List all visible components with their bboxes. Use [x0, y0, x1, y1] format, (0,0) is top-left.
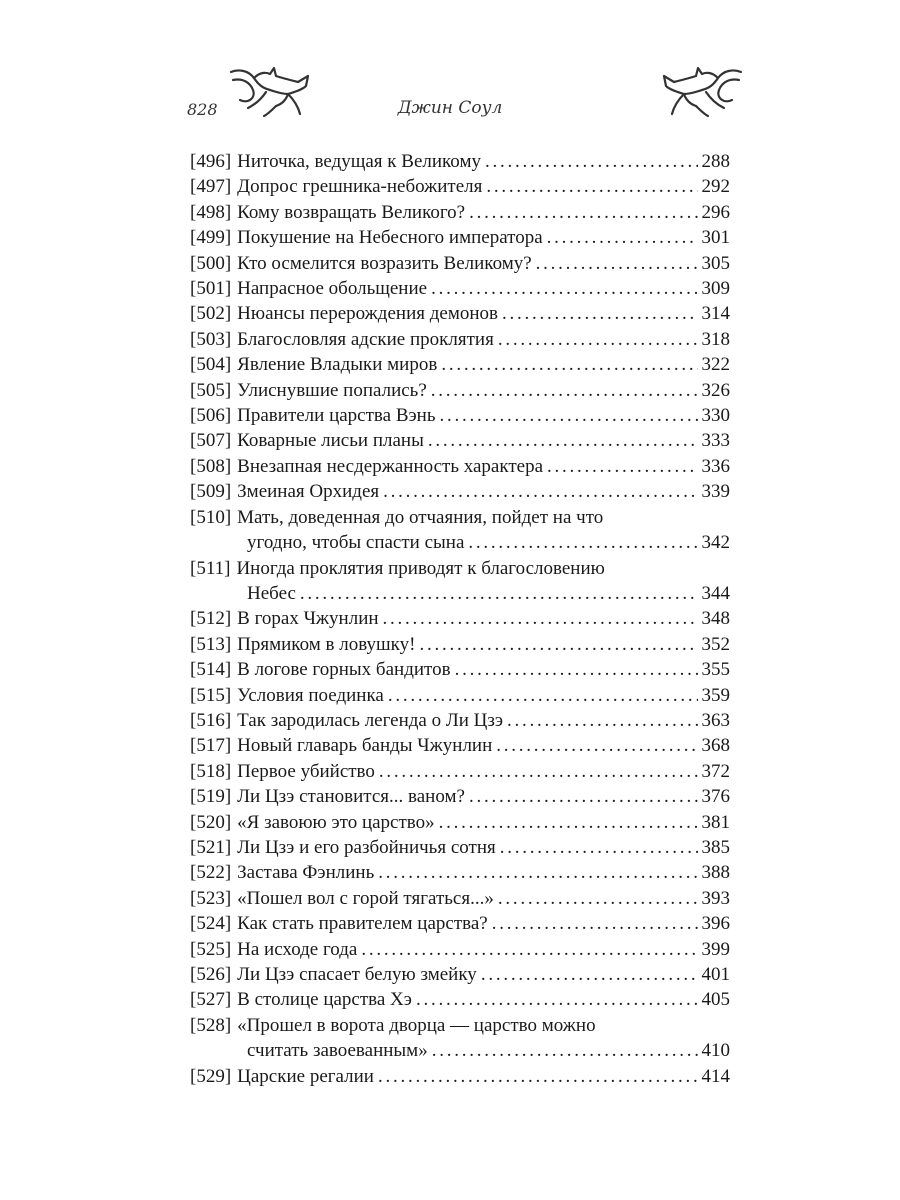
dot-leader [379, 759, 698, 784]
dot-leader [492, 911, 698, 936]
chapter-number: [496] [190, 151, 232, 172]
toc-entry [190, 149, 730, 174]
chapter-title: считать завоеванным» [247, 1040, 428, 1062]
chapter-number: [511] [190, 557, 231, 579]
chapter-number: [522] [190, 862, 232, 884]
page-reference: 372 [701, 760, 730, 782]
chapter-title: Явление Владыки миров [237, 354, 438, 376]
page-reference: 363 [701, 709, 730, 731]
toc-entry [190, 505, 730, 556]
page-reference: 296 [701, 201, 730, 223]
toc-entry [190, 1064, 730, 1089]
dot-leader [468, 530, 697, 555]
chapter-title: «Прошел в ворота дворца — царство можно [237, 1014, 596, 1036]
chapter-title: Прямиком в ловушку! [237, 633, 416, 655]
page-reference: 318 [701, 328, 730, 350]
toc-entry-line [190, 174, 730, 199]
chapter-title: Напрасное обольщение [237, 278, 428, 300]
toc-entry [190, 454, 730, 479]
toc-entry-line [190, 759, 730, 784]
table-of-contents [190, 149, 730, 1089]
toc-entry [190, 403, 730, 428]
toc-entry [190, 962, 730, 987]
toc-entry-line [190, 251, 730, 276]
running-header [0, 60, 900, 130]
dot-leader [361, 937, 697, 962]
toc-entry [190, 479, 730, 504]
dot-leader [547, 454, 697, 479]
page-reference: 405 [701, 989, 730, 1011]
dot-leader [507, 708, 697, 733]
page-number: 828 [187, 100, 218, 119]
page-reference: 376 [701, 786, 730, 808]
toc-entry-line [190, 225, 730, 250]
chapter-number: [517] [190, 735, 232, 757]
dot-leader [481, 962, 698, 987]
toc-entry [190, 378, 730, 403]
toc-entry-line [190, 860, 730, 885]
page-reference: 352 [701, 633, 730, 655]
chapter-title: Змеиная Орхидея [237, 481, 380, 503]
chapter-number: [504] [190, 354, 232, 376]
chapter-title: Условия поединка [237, 684, 384, 706]
page-reference: 355 [701, 659, 730, 681]
dot-leader [378, 1064, 698, 1089]
dot-leader [498, 327, 698, 352]
page-reference: 305 [701, 252, 730, 274]
chapter-number: [520] [190, 811, 232, 833]
toc-entry [190, 276, 730, 301]
toc-entry [190, 606, 730, 631]
chapter-title: Ли Цзэ и его разбойничья сотня [237, 836, 496, 858]
chapter-number: [497] [190, 176, 232, 198]
chapter-number: [525] [190, 938, 232, 960]
chapter-number: [509] [190, 481, 232, 503]
page-reference: 314 [701, 303, 730, 325]
toc-entry-line [190, 733, 730, 758]
toc-entry-line [190, 276, 730, 301]
toc-entry-line [190, 1038, 730, 1063]
page-reference: 381 [701, 811, 730, 833]
dot-leader [547, 225, 698, 250]
chapter-title: угодно, чтобы спасти сына [247, 532, 465, 554]
toc-entry-line [190, 479, 730, 504]
toc-entry-line [190, 556, 730, 581]
page-reference: 342 [701, 532, 730, 554]
toc-entry [190, 835, 730, 860]
page-reference: 309 [701, 278, 730, 300]
dot-leader [431, 276, 697, 301]
page-reference: 399 [701, 938, 730, 960]
page-reference: 326 [701, 379, 730, 401]
chapter-title: Допрос грешника-небожителя [237, 176, 483, 198]
chapter-title: Как стать правителем царства? [237, 913, 488, 935]
toc-entry [190, 708, 730, 733]
page-reference: 322 [701, 354, 730, 376]
toc-entry-line [190, 200, 730, 225]
chapter-number: [499] [190, 227, 232, 249]
toc-entry [190, 733, 730, 758]
toc-entry-line [190, 835, 730, 860]
chapter-number: [519] [190, 786, 232, 808]
dot-leader [431, 378, 698, 403]
chapter-title: Мать, доведенная до отчаяния, пойдет на что [237, 506, 604, 528]
chapter-number: [516] [190, 709, 232, 731]
toc-entry-line [190, 149, 730, 174]
toc-entry [190, 632, 730, 657]
page-reference: 385 [701, 836, 730, 858]
toc-entry-line [190, 1064, 730, 1089]
toc-entry-line [190, 378, 730, 403]
page-reference: 344 [701, 582, 730, 604]
toc-entry-line [190, 606, 730, 631]
chapter-title: Нюансы перерождения демонов [237, 303, 498, 325]
chapter-number: [523] [190, 887, 232, 909]
dot-leader [469, 200, 697, 225]
toc-entry [190, 784, 730, 809]
toc-entry [190, 683, 730, 708]
toc-entry-line [190, 403, 730, 428]
toc-entry-line [190, 810, 730, 835]
toc-entry [190, 987, 730, 1012]
toc-entry [190, 200, 730, 225]
chapter-title: Новый главарь банды Чжунлин [237, 735, 493, 757]
chapter-title: Первое убийство [237, 760, 375, 782]
toc-entry-line [190, 327, 730, 352]
toc-entry [190, 1013, 730, 1064]
chapter-number: [513] [190, 633, 232, 655]
chapter-number: [527] [190, 989, 232, 1011]
chapter-number: [505] [190, 379, 232, 401]
chapter-title: Благословляя адские проклятия [237, 328, 494, 350]
chapter-number: [501] [190, 278, 232, 300]
toc-entry-line [190, 428, 730, 453]
chapter-title: В столице царства Хэ [237, 989, 412, 1011]
page-reference: 359 [701, 684, 730, 706]
chapter-number: [510] [190, 506, 232, 528]
dot-leader [388, 683, 698, 708]
toc-entry-line [190, 581, 730, 606]
dot-leader [300, 581, 698, 606]
chapter-title: Так зародилась легенда о Ли Цзэ [237, 709, 504, 731]
toc-entry-line [190, 632, 730, 657]
dot-leader [432, 1038, 698, 1063]
dot-leader [383, 479, 697, 504]
chapter-number: [500] [190, 252, 232, 274]
page-reference: 339 [701, 481, 730, 503]
toc-entry [190, 428, 730, 453]
dot-leader [486, 174, 697, 199]
dot-leader [419, 632, 697, 657]
chapter-title: Царские регалии [237, 1065, 374, 1087]
toc-entry-line [190, 886, 730, 911]
chapter-title: Внезапная несдержанность характера [237, 455, 544, 477]
toc-entry [190, 301, 730, 326]
chapter-title: Ниточка, ведущая к Великому [237, 151, 481, 172]
dot-leader [441, 352, 697, 377]
dot-leader [502, 301, 698, 326]
dot-leader [485, 149, 698, 174]
dot-leader [498, 886, 698, 911]
dot-leader [496, 733, 697, 758]
running-title: Джин Соул [397, 98, 503, 118]
dot-leader [500, 835, 698, 860]
toc-entry-line [190, 454, 730, 479]
fox-ornament-icon [660, 60, 744, 122]
toc-entry-line [190, 505, 730, 530]
toc-entry [190, 759, 730, 784]
page-reference: 336 [701, 455, 730, 477]
toc-entry [190, 911, 730, 936]
chapter-number: [518] [190, 760, 232, 782]
chapter-number: [502] [190, 303, 232, 325]
toc-entry-line [190, 683, 730, 708]
chapter-title: Правители царства Вэнь [237, 405, 436, 427]
chapter-number: [503] [190, 328, 232, 350]
chapter-title: Кто осмелится возразить Великому? [237, 252, 532, 274]
toc-entry [190, 174, 730, 199]
chapter-title: В горах Чжунлин [237, 608, 379, 630]
dot-leader [416, 987, 698, 1012]
chapter-number: [498] [190, 201, 232, 223]
page-reference: 292 [701, 176, 730, 198]
toc-entry-line [190, 784, 730, 809]
chapter-number: [507] [190, 430, 232, 452]
toc-entry-line [190, 911, 730, 936]
toc-entry [190, 327, 730, 352]
toc-entry [190, 937, 730, 962]
toc-entry-line [190, 657, 730, 682]
toc-entry-line [190, 301, 730, 326]
toc-entry-line [190, 962, 730, 987]
chapter-number: [512] [190, 608, 232, 630]
chapter-number: [524] [190, 913, 232, 935]
toc-entry [190, 251, 730, 276]
toc-entry-line [190, 1013, 730, 1038]
chapter-title: Ли Цзэ спасает белую змейку [237, 964, 477, 985]
dot-leader [455, 657, 698, 682]
chapter-number: [514] [190, 659, 232, 681]
chapter-title: Иногда проклятия приводят к благословению [236, 557, 605, 579]
toc-entry-line [190, 530, 730, 555]
dot-leader [440, 403, 698, 428]
page-reference: 348 [701, 608, 730, 630]
dot-leader [428, 428, 698, 453]
chapter-number: [506] [190, 405, 232, 427]
chapter-title: Кому возвращать Великого? [237, 201, 466, 223]
chapter-title: Небес [247, 582, 296, 604]
toc-entry-line [190, 987, 730, 1012]
chapter-number: [528] [190, 1014, 232, 1036]
toc-entry-line [190, 937, 730, 962]
page-reference: 330 [701, 405, 730, 427]
page-reference: 301 [701, 227, 730, 249]
toc-entry-line [190, 708, 730, 733]
dot-leader [378, 860, 697, 885]
page-reference: 396 [701, 913, 730, 935]
page-reference: 388 [701, 862, 730, 884]
chapter-title: «Пошел вол с горой тягаться...» [237, 887, 494, 909]
page-reference: 368 [701, 735, 730, 757]
chapter-title: Ли Цзэ становится... ваном? [237, 786, 465, 808]
dot-leader [536, 251, 698, 276]
chapter-number: [515] [190, 684, 232, 706]
page-reference: 414 [701, 1065, 730, 1087]
chapter-title: В логове горных бандитов [237, 659, 451, 681]
dot-leader [383, 606, 698, 631]
page-reference: 401 [701, 964, 730, 985]
page-reference: 393 [701, 887, 730, 909]
chapter-number: [526] [190, 964, 232, 985]
toc-entry [190, 810, 730, 835]
chapter-number: [529] [190, 1065, 232, 1087]
chapter-title: «Я завоюю это царство» [237, 811, 435, 833]
toc-entry [190, 886, 730, 911]
toc-entry [190, 556, 730, 607]
dot-leader [469, 784, 698, 809]
dot-leader [439, 810, 698, 835]
chapter-number: [521] [190, 836, 232, 858]
chapter-number: [508] [190, 455, 232, 477]
toc-entry [190, 225, 730, 250]
page-reference: 410 [701, 1040, 730, 1062]
toc-entry [190, 657, 730, 682]
chapter-title: Коварные лисьи планы [237, 430, 424, 452]
toc-entry [190, 860, 730, 885]
page-reference: 288 [701, 151, 730, 172]
toc-entry [190, 352, 730, 377]
chapter-title: Покушение на Небесного императора [237, 227, 543, 249]
chapter-title: Застава Фэнлинь [237, 862, 375, 884]
page-reference: 333 [701, 430, 730, 452]
chapter-title: На исходе года [237, 938, 358, 960]
toc-entry-line [190, 352, 730, 377]
chapter-title: Улиснувшие попались? [237, 379, 427, 401]
